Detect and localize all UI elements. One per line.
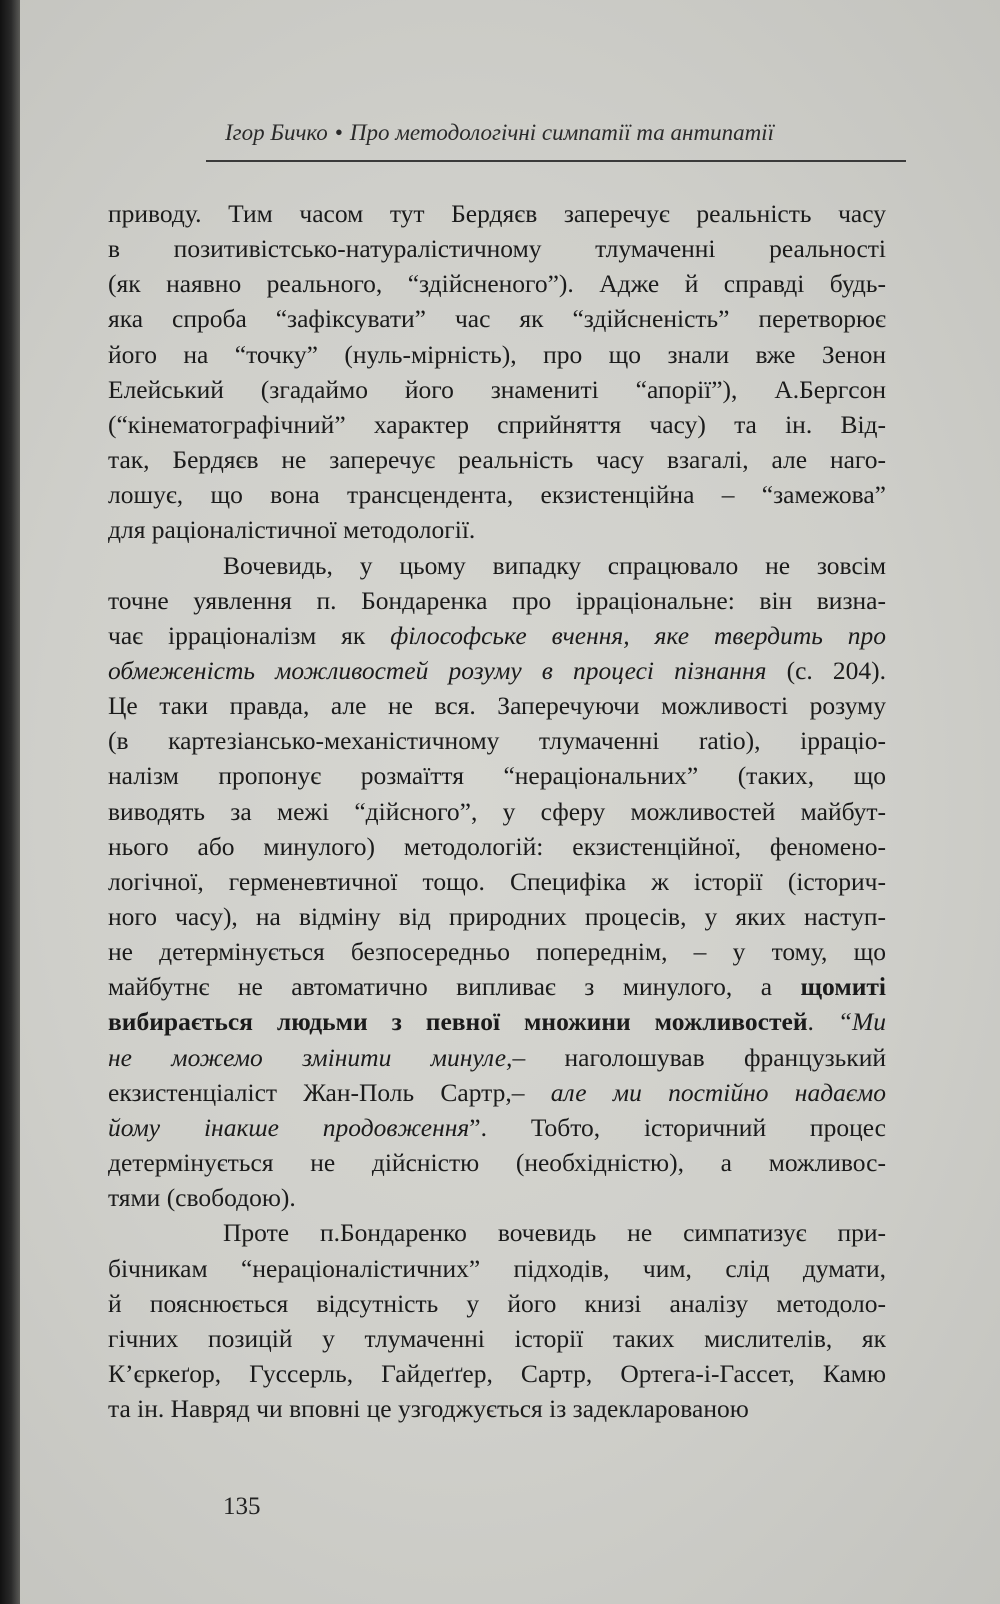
text-line <box>108 1392 886 1426</box>
italic-text: йому інакше продовження <box>108 1112 470 1142</box>
italic-text: не можемо змінити минуле, <box>108 1042 513 1072</box>
text-line <box>108 232 886 266</box>
text-span: для раціоналістичної методології. <box>108 515 476 545</box>
page-number: 135 <box>223 1493 261 1520</box>
text-line <box>108 197 886 231</box>
running-head-author: Ігор Бичко <box>225 120 328 145</box>
text-span: . <box>807 1007 838 1037</box>
text-line <box>108 408 886 442</box>
text-span: (“кінематографічний” характер сприйняття часу) та ін. Від- <box>108 409 886 439</box>
text-line <box>108 1252 886 1286</box>
running-head <box>225 120 905 146</box>
text-span: нього або минулого) методологій: екзистенційної, феномено- <box>108 831 886 861</box>
text-span: (як наявно реального, “здійсненого”). Адже й справді будь- <box>108 269 886 299</box>
text-line <box>108 1181 886 1215</box>
bold-text: вибирається людьми з певної множини можливостей <box>108 1007 808 1037</box>
text-line <box>108 478 886 512</box>
text-span: Це таки правда, але не вся. Заперечуючи можливості розуму <box>108 691 886 721</box>
text-line <box>223 1216 886 1250</box>
text-line <box>108 584 886 618</box>
text-span: К’єркеґор, Гуссерль, Гайдеґґер, Сартр, Ортега-і-Гассет, Камю <box>108 1358 886 1388</box>
running-head-separator: • <box>334 120 343 145</box>
text-span: ”. Тобто, історичний процес <box>469 1112 886 1142</box>
text-span: лошує, що вона трансцендента, екзистенційна – “замежова” <box>108 480 886 510</box>
book-page <box>20 0 1000 1604</box>
text-line <box>108 1357 886 1391</box>
text-span: та ін. Навряд чи вповні це узгоджується із задекларованою <box>108 1394 749 1424</box>
text-line <box>108 267 886 301</box>
text-line <box>108 619 886 653</box>
text-line <box>108 1146 886 1180</box>
text-line <box>108 1287 886 1321</box>
header-rule <box>206 160 906 162</box>
text-line <box>108 795 886 829</box>
text-line <box>108 830 886 864</box>
text-span: детермінується не дійсністю (необхідністю), а можливос- <box>108 1148 886 1178</box>
text-span: тями (свободою). <box>108 1183 296 1213</box>
text-line <box>108 1005 886 1039</box>
text-span: майбутнє не автоматично випливає з минулого, а <box>108 972 801 1002</box>
italic-text: але ми постійно надаємо <box>550 1077 886 1107</box>
text-line <box>223 549 886 583</box>
text-span: гічних позицій у тлумаченні історії таких мислителів, як <box>108 1323 886 1353</box>
text-line <box>108 1041 886 1075</box>
text-span: Вочевидь, у цьому випадку спрацювало не зовсім <box>223 550 886 580</box>
text-span: ного часу), на відміну від природних процесів, у яких наступ- <box>108 902 886 931</box>
text-span: екзистенціаліст Жан-Поль Сартр,– <box>108 1077 551 1107</box>
text-span: й пояснюється відсутність у його книзі аналізу методоло- <box>108 1288 886 1318</box>
text-line <box>108 865 886 899</box>
text-line <box>108 900 886 934</box>
text-line <box>108 302 886 336</box>
text-span: Елейський (згадаймо його знамениті “апорії”), А.Бергсон <box>108 374 886 404</box>
text-span: яка спроба “зафіксувати” час як “здійсненість” перетворює <box>108 304 886 334</box>
text-span: так, Бердяєв не заперечує реальність часу взагалі, але наго- <box>108 445 886 475</box>
text-span: Проте п.Бондаренко вочевидь не симпатизує при- <box>223 1218 886 1248</box>
text-span: точне уявлення п. Бондаренка про ірраціональне: він визна- <box>108 585 886 615</box>
text-span: чає ірраціоналізм як <box>108 620 391 650</box>
italic-text: філософське вчення, яке твердить про <box>390 620 886 650</box>
text-line <box>108 1111 886 1145</box>
bold-text: щомиті <box>800 972 886 1002</box>
text-line <box>108 513 886 547</box>
text-line <box>108 338 886 372</box>
text-line <box>108 1076 886 1110</box>
text-line <box>108 1322 886 1356</box>
text-line <box>108 373 886 407</box>
text-span: його на “точку” (нуль-мірність), про що знали вже Зенон <box>108 339 886 369</box>
text-span: в позитивістсько-натуралістичному тлумаченні реальності <box>108 234 886 264</box>
text-span: приводу. Тим часом тут Бердяєв заперечує реальність часу <box>108 199 886 228</box>
italic-text: “Ми <box>837 1007 886 1037</box>
text-span: (в картезіансько-механістичному тлумаченні ratio), ірраціо- <box>108 726 886 756</box>
text-span: налізм пропонує розмаїття “нераціональних” (таких, що <box>108 761 886 791</box>
running-head-title: Про методологічні симпатії та антипатії <box>349 120 774 145</box>
text-line <box>108 654 886 688</box>
text-line <box>108 759 886 793</box>
text-line <box>108 935 886 969</box>
text-span: (с. 204). <box>766 655 886 685</box>
text-span: бічникам “нераціоналістичних” підходів, чим, слід думати, <box>108 1253 886 1283</box>
text-line <box>108 970 886 1004</box>
text-line <box>108 689 886 723</box>
text-span: виводять за межі “дійсного”, у сферу можливостей майбут- <box>108 796 886 826</box>
text-line <box>108 724 886 758</box>
book-spine-shadow <box>0 0 20 1604</box>
text-span: не детермінується безпосередньо попереднім, – у тому, що <box>108 937 886 967</box>
text-span: логічної, герменевтичної тощо. Специфіка ж історії (історич- <box>108 866 886 896</box>
text-line <box>108 443 886 477</box>
italic-text: обмеженість можливостей розуму в процесі пізнання <box>108 655 767 685</box>
text-span: – наголошував французький <box>512 1042 886 1072</box>
